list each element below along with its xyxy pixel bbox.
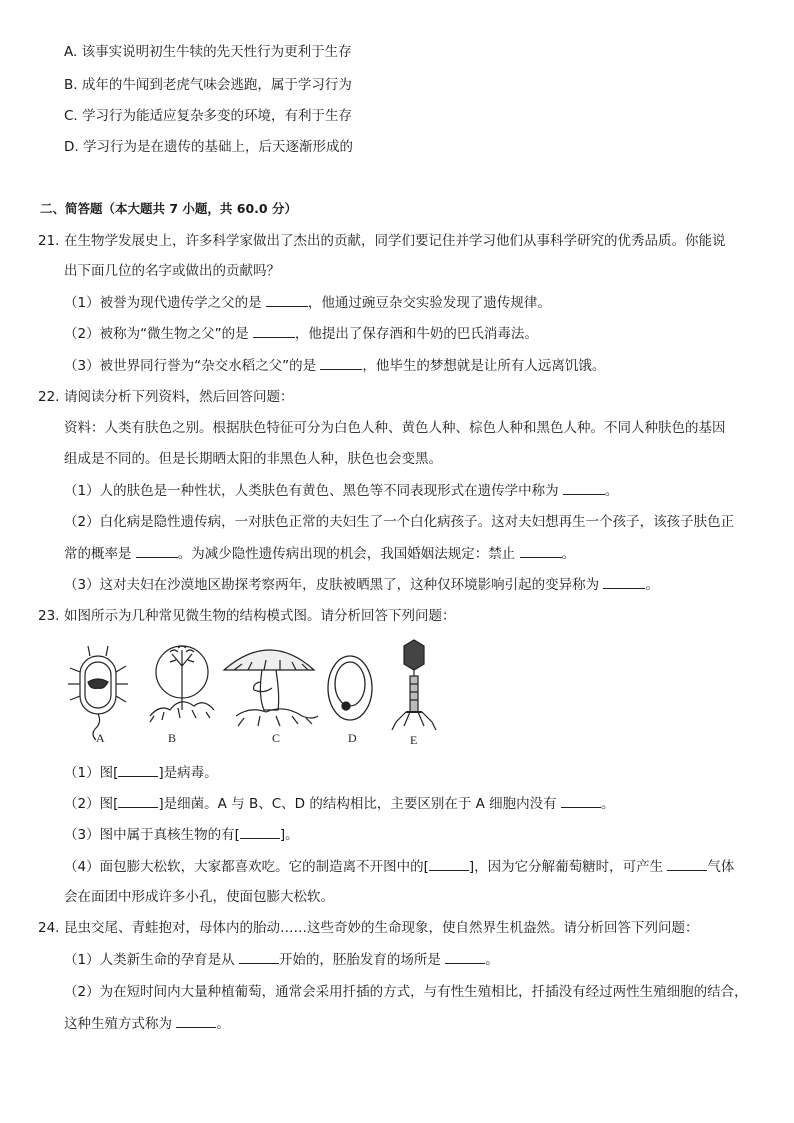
answer-blank[interactable] [253,323,295,338]
question-number-22: 22. [38,389,60,405]
mushroom-drawing [224,650,318,726]
microorganism-figure [66,636,446,748]
figure-label-b: B [168,731,177,745]
bacteriophage-drawing [392,640,436,730]
question-number-23: 23. [38,608,60,624]
q24-stem: 昆虫交尾、青蛙抱对，母体内的胎动……这些奇妙的生命现象，使自然界生机盎然。请分析回答下列问题： [64,920,699,936]
q23-sub2-text-mid: ]是细菌。A 与 B、C、D 的结构相比，主要区别在于 A 细胞内没有 [158,796,561,812]
bacterium-drawing [68,646,128,740]
q22-sub2-text-end: 。 [561,546,576,562]
q23-sub4-text-end: 气体 [707,859,735,875]
answer-blank[interactable] [266,292,308,307]
q21-sub1-text-end: ，他通过豌豆杂交实验发现了遗传规律。 [307,295,551,311]
answer-blank[interactable] [520,543,562,558]
answer-blank[interactable] [429,856,469,871]
q21-sub1 [64,292,764,313]
q21-sub3 [64,355,764,376]
answer-blank[interactable] [563,480,605,495]
q22-sub1-text: （1）人的肤色是一种性状，人类肤色有黄色、黑色等不同表现形式在遗传学中称为 [64,483,563,499]
question-number-21: 21. [38,233,60,249]
q21-stem-line1: 在生物学发展史上，许多科学家做出了杰出的贡献，同学们要记住并学习他们从事科学研究的优秀品质。你能说 [64,233,726,249]
q23-sub4-text: （4）面包膨大松软，大家都喜欢吃。它的制造离不开图中的[ [64,859,429,875]
q23-sub4-line1 [64,856,764,877]
q22-sub2-text-mid: 。为减少隐性遗传病出现的机会，我国婚姻法规定：禁止 [177,546,520,562]
figure-label-e: E [410,733,418,747]
section-title: 二、简答题（本大题共 7 小题，共 60.0 分） [40,201,297,216]
q21-sub2-text: （2）被称为“微生物之父”的是 [64,326,253,342]
q23-sub2-text-end: 。 [600,796,615,812]
option-d: D. 学习行为是在遗传的基础上，后天逐渐形成的 [64,139,353,155]
q21-sub3-text: （3）被世界同行誉为“杂交水稻之父”的是 [64,358,321,374]
q23-sub3-text: （3）图中属于真核生物的有[ [64,827,240,843]
answer-blank[interactable] [136,543,178,558]
q22-sub1 [64,480,764,501]
answer-blank[interactable] [176,1013,216,1028]
q23-stem: 如图所示为几种常见微生物的结构模式图。请分析回答下列问题： [64,608,456,624]
q21-sub2-text-end: ，他提出了保存酒和牛奶的巴氏消毒法。 [294,326,538,342]
q22-sub1-text-end: 。 [604,483,619,499]
q24-sub2-text: 这种生殖方式称为 [64,1016,177,1032]
question-number-24: 24. [38,920,60,936]
q22-sub3-text: （3）这对夫妇在沙漠地区勘探考察两年，皮肤被晒黑了，这种仅环境影响引起的变异称为 [64,577,604,593]
q23-sub1 [64,762,764,783]
answer-blank[interactable] [561,793,601,808]
figure-label-c: C [272,731,281,745]
option-a: A. 该事实说明初生牛犊的先天性行为更利于生存 [64,44,352,60]
q22-sub2-line1: （2）白化病是隐性遗传病，一对肤色正常的夫妇生了一个白化病孩子。这对夫妇想再生一个孩子，该孩子肤色正 [64,514,735,530]
q23-sub1-text: （1）图[ [64,765,119,781]
q22-material-line2: 组成是不同的。但是长期晒太阳的非黑色人种，肤色也会变黑。 [64,451,442,467]
q22-sub2-line2 [64,543,764,564]
figure-label-d: D [348,731,357,745]
q23-sub3 [64,824,764,845]
q23-sub2-text: （2）图[ [64,796,119,812]
q23-sub1-text-end: ]是病毒。 [158,765,218,781]
answer-blank[interactable] [118,762,158,777]
figure-label-a: A [96,731,105,745]
answer-blank[interactable] [667,856,707,871]
q23-sub4-line2: 会在面团中形成许多小孔，使面包膨大松软。 [64,889,334,905]
q23-sub3-text-end: ]。 [279,827,299,843]
answer-blank[interactable] [239,949,279,964]
q24-sub2-text-end: 。 [216,1016,230,1032]
q21-sub1-text: （1）被誉为现代遗传学之父的是 [64,295,266,311]
q21-sub3-text-end: ，他毕生的梦想就是让所有人远离饥饿。 [362,358,606,374]
q21-sub2 [64,323,764,344]
option-c: C. 学习行为能适应复杂多变的环境，有利于生存 [64,108,353,124]
q24-sub1-text-end: 。 [485,952,499,968]
q24-sub2-line2 [64,1013,764,1034]
answer-blank[interactable] [320,355,362,370]
q22-material-line1: 资料：人类有肤色之别。根据肤色特征可分为白色人种、黄色人种、棕色人种和黑色人种。不同人种肤色的基因 [64,420,726,436]
q23-sub2 [64,793,764,814]
yeast-drawing [328,656,372,720]
answer-blank[interactable] [445,949,485,964]
q24-sub1-text-mid: 开始的，胚胎发育的场所是 [278,952,446,968]
q24-sub2-line1: （2）为在短时间内大量种植葡萄，通常会采用扦插的方式，与有性生殖相比，扦插没有经过两性生殖细胞的结合， [64,984,748,1000]
answer-blank[interactable] [118,793,158,808]
answer-blank[interactable] [240,824,280,839]
option-b: B. 成年的牛闻到老虎气味会逃跑，属于学习行为 [64,77,352,93]
q22-stem: 请阅读分析下列资料，然后回答问题： [64,389,294,405]
q22-sub3-text-end: 。 [645,577,659,593]
mould-drawing [150,646,214,722]
answer-blank[interactable] [603,574,645,589]
q23-sub4-text-mid: ]，因为它分解葡萄糖时，可产生 [468,859,668,875]
q22-sub3 [64,574,764,595]
q24-sub1 [64,949,764,970]
q22-sub2-text: 常的概率是 [64,546,136,562]
q24-sub1-text: （1）人类新生命的孕育是从 [64,952,239,968]
q21-stem-line2: 出下面几位的名字或做出的贡献吗？ [64,263,280,279]
